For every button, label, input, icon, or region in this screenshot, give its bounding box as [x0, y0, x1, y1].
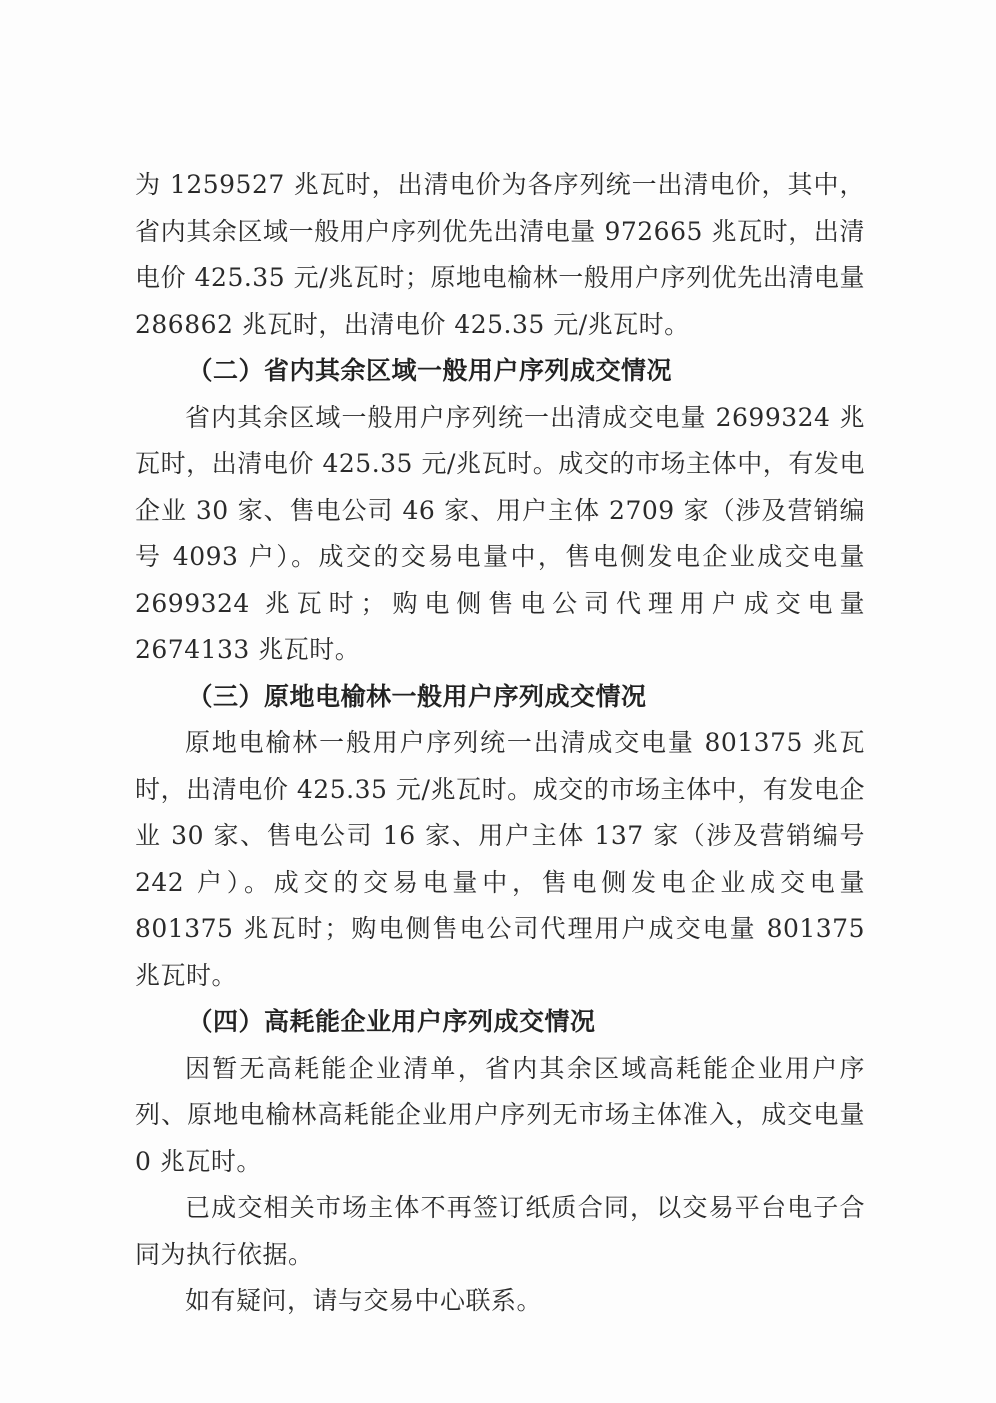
section-heading-2: （二）省内其余区域一般用户序列成交情况	[187, 356, 673, 385]
paragraph-high-energy: 因暂无高耗能企业清单，省内其余区域高耗能企业用户序列、原地电榆林高耗能企业用户序列无市场主体准入，成交电量 0 兆瓦时。	[135, 1053, 865, 1176]
paragraph-clearing-summary: 为 1259527 兆瓦时，出清电价为各序列统一出清电价，其中，省内其余区域一般用户序列优先出清电量 972665 兆瓦时，出清电价 425.35 元/兆瓦时；原地电榆林一般用户序列优先出清电量 286862 兆瓦时，出清电价 425.35 元/兆瓦时。	[135, 170, 865, 339]
section-heading-3: （三）原地电榆林一般用户序列成交情况	[187, 681, 647, 711]
document-body	[135, 162, 865, 1325]
paragraph-yulin: 原地电榆林一般用户序列统一出清成交电量 801375 兆瓦时，出清电价 425.35 元/兆瓦时。成交的市场主体中，有发电企业 30 家、售电公司 16 家、用户主体 137 家（涉及营销编号 242 户）。成交的交易电量中，售电侧发电企业成交电量 801375 兆瓦时；购电侧售电公司代理用户成交电量 801375 兆瓦时。	[135, 728, 865, 990]
paragraph-other-regions: 省内其余区域一般用户序列统一出清成交电量 2699324 兆瓦时，出清电价 425.35 元/兆瓦时。成交的市场主体中，有发电企业 30 家、售电公司 46 家、用户主体 2709 家（涉及营销编号 4093 户）。成交的交易电量中，售电侧发电企业成交电量 2699324 兆瓦时；购电侧售电公司代理用户成交电量 2674133 兆瓦时。	[135, 402, 865, 664]
paragraph-contact: 如有疑问，请与交易中心联系。	[185, 1286, 543, 1315]
section-heading-4: （四）高耗能企业用户序列成交情况	[187, 1007, 596, 1036]
paragraph-contract: 已成交相关市场主体不再签订纸质合同，以交易平台电子合同为执行依据。	[135, 1193, 865, 1269]
